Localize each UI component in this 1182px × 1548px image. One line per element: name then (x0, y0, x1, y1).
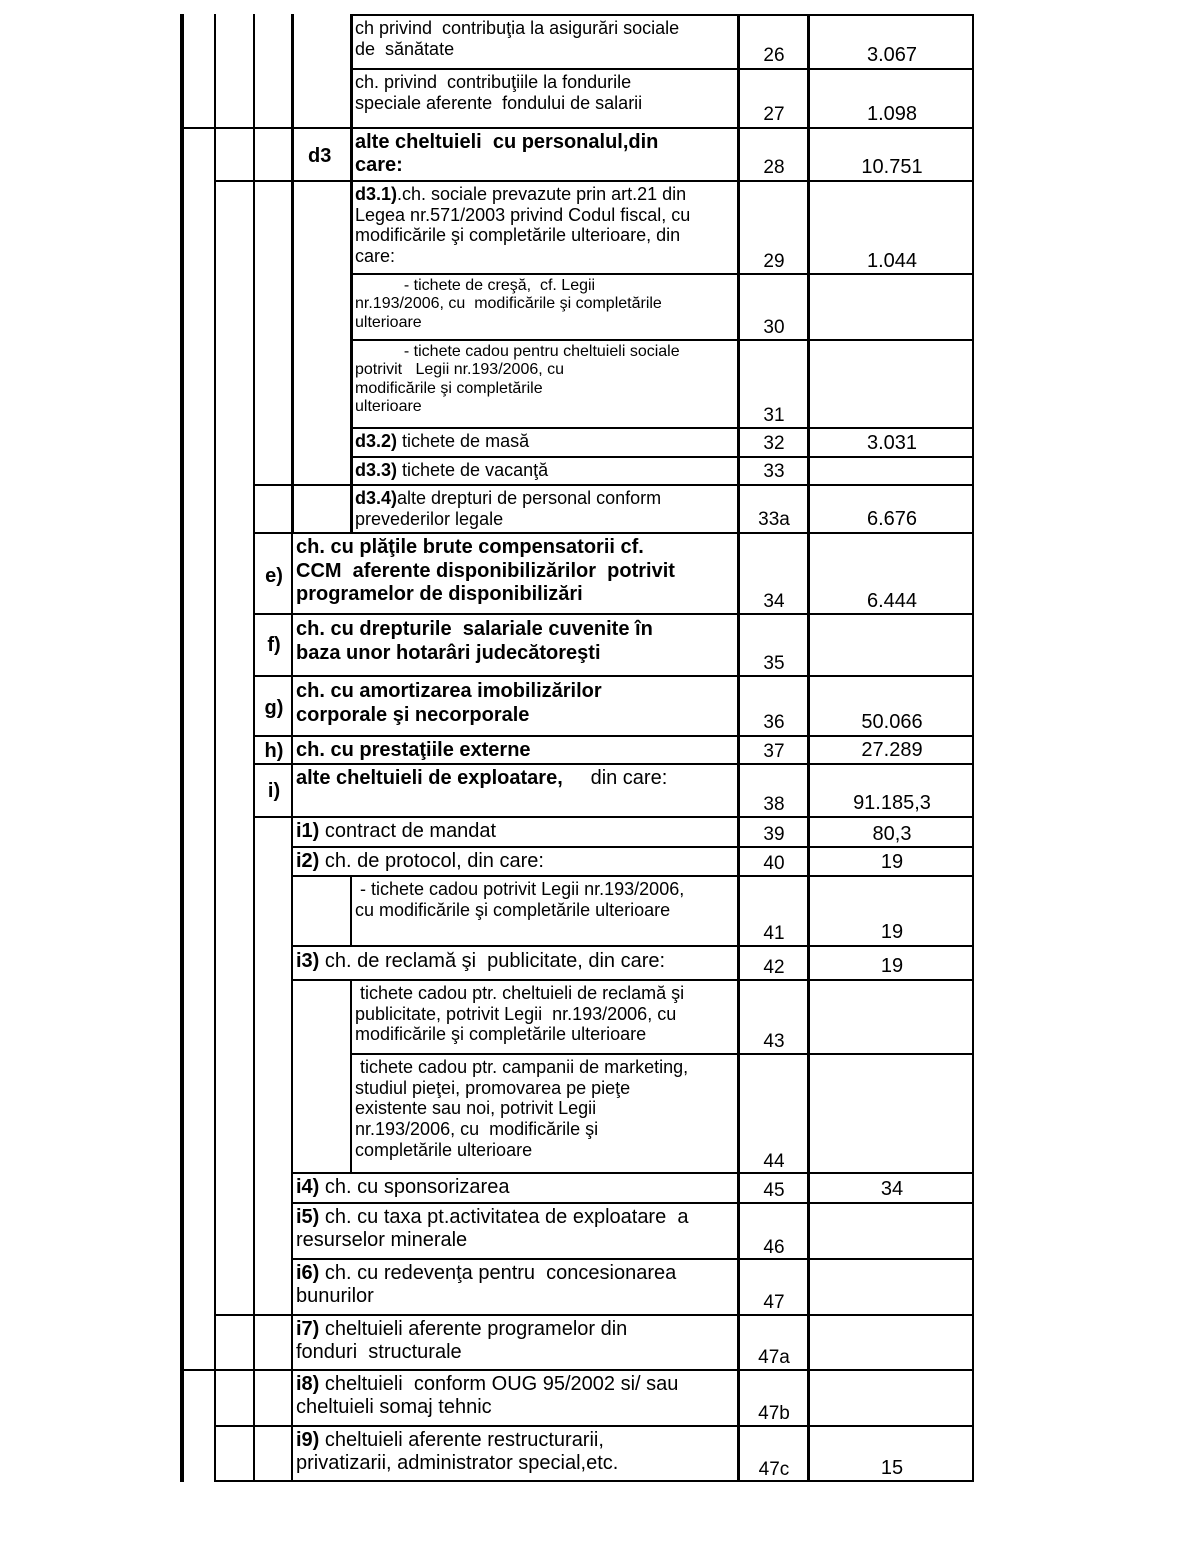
row-code: 47c (758, 1459, 790, 1480)
row-label: d3.1) (355, 184, 398, 204)
row-description: tichete cadou ptr. campanii de marketing, studiul pieţei, promovarea pe pieţe existente sau noi, potrivit Legii nr.193/2006, cu modificările şi completările ulterioare (355, 1057, 689, 1160)
row-value: 3.067 (866, 44, 918, 66)
row-value: 15 (880, 1457, 904, 1479)
row-label: h) (264, 740, 284, 762)
row-description: tichete cadou ptr. cheltuieli de reclamă şi publicitate, potrivit Legii nr.193/2006, cu modificările şi completările ulterioare (355, 983, 685, 1045)
row-label: d3.2) (355, 431, 398, 451)
row-description: i7) cheltuieli aferente programelor din fonduri structurale (296, 1318, 628, 1363)
row-code: 35 (763, 653, 785, 674)
row-divider (291, 979, 974, 981)
row-divider (253, 675, 974, 677)
row-value: 6.444 (866, 590, 918, 612)
row-code: 42 (763, 957, 785, 978)
row-value: 91.185,3 (853, 792, 931, 814)
row-value: 1.098 (866, 103, 918, 125)
row-description: i4) ch. cu sponsorizarea (296, 1176, 510, 1198)
row-divider (350, 339, 974, 341)
row-label: i2) (296, 850, 320, 872)
row-label: i5) (296, 1206, 320, 1228)
row-value: 19 (880, 955, 904, 977)
row-code: 43 (763, 1031, 785, 1052)
column-border (350, 980, 352, 1172)
column-border (214, 14, 216, 1482)
row-description: d3.1).ch. sociale prevazute prin art.21 din Legea nr.571/2003 privind Codul fiscal, cu modificările şi completările ulterioare, din care: (355, 184, 691, 267)
row-divider (291, 1172, 974, 1174)
row-description: ch. cu plăţile brute compensatorii cf. CCM aferente disponibilizărilor potrivit programelor de disponibilizări (296, 536, 675, 606)
row-code: 46 (763, 1237, 785, 1258)
row-code: 30 (763, 317, 785, 338)
row-code: 33a (758, 509, 790, 530)
row-label: f) (267, 634, 281, 656)
row-divider (350, 273, 974, 275)
row-code: 31 (763, 405, 785, 426)
table-bottom-border (214, 1480, 974, 1482)
row-code: 34 (763, 591, 785, 612)
row-description: ch. cu prestaţiile externe (296, 739, 531, 761)
row-divider (291, 1258, 974, 1260)
row-divider (350, 68, 974, 70)
row-divider (253, 816, 974, 818)
row-value: 6.676 (866, 508, 918, 530)
row-label: i6) (296, 1262, 320, 1284)
row-label: i) (267, 780, 281, 802)
row-label: i3) (296, 950, 320, 972)
row-code: 40 (763, 853, 785, 874)
row-value: 80,3 (872, 823, 912, 845)
row-divider (253, 532, 974, 534)
row-divider (253, 735, 974, 737)
row-divider (253, 484, 974, 486)
row-description: alte cheltuieli de exploatare, din care: (296, 767, 668, 789)
row-label: d3.3) (355, 460, 398, 480)
row-description: ch. cu drepturile salariale cuvenite în baza unor hotarâri judecătoreşti (296, 618, 653, 664)
row-divider (214, 180, 974, 182)
row-divider (350, 456, 974, 458)
row-description: i3) ch. de reclamă şi publicitate, din care: (296, 950, 666, 972)
row-value: 10.751 (861, 156, 923, 178)
row-code: 27 (763, 104, 785, 125)
row-label: g) (264, 697, 284, 719)
row-code: 39 (763, 824, 785, 845)
row-description: i5) ch. cu taxa pt.activitatea de exploatare a resurselor minerale (296, 1206, 689, 1251)
row-divider (291, 1202, 974, 1204)
row-divider (291, 846, 974, 848)
row-code: 29 (763, 251, 785, 272)
row-divider (214, 1314, 974, 1316)
row-code: 36 (763, 712, 785, 733)
row-code: 47b (758, 1403, 790, 1424)
row-label: i9) (296, 1429, 320, 1451)
row-label: i4) (296, 1176, 320, 1198)
row-value: 19 (880, 851, 904, 873)
row-divider (180, 1369, 974, 1371)
row-description: ch privind contribuţia la asigurări sociale de sănătate (355, 18, 680, 59)
row-code: 47a (758, 1347, 790, 1368)
row-label: i1) (296, 820, 320, 842)
row-value: 19 (880, 921, 904, 943)
row-label: d3.4) (355, 488, 398, 508)
column-border (350, 876, 352, 946)
row-description: d3.4)alte drepturi de personal conform prevederilor legale (355, 488, 662, 529)
row-divider (350, 427, 974, 429)
row-label: i7) (296, 1318, 320, 1340)
row-description: i6) ch. cu redevenţa pentru concesionarea bunurilor (296, 1262, 677, 1307)
row-description: i8) cheltuieli conform OUG 95/2002 si/ sau cheltuieli somaj tehnic (296, 1373, 679, 1418)
row-label: e) (265, 565, 283, 587)
row-divider (350, 14, 974, 16)
row-code: 45 (763, 1180, 785, 1201)
row-value: 50.066 (861, 711, 923, 733)
row-divider (180, 127, 974, 129)
row-label: d3 (308, 145, 332, 167)
row-label: i8) (296, 1373, 320, 1395)
row-description: i2) ch. de protocol, din care: (296, 850, 544, 872)
row-code: 47 (763, 1292, 785, 1313)
row-divider (350, 1053, 974, 1055)
row-value: 1.044 (866, 250, 918, 272)
row-description: - tichete cadou potrivit Legii nr.193/2006, cu modificările şi completările ulterioare (355, 879, 685, 920)
row-description: i9) cheltuieli aferente restructurarii, privatizarii, administrator special,etc. (296, 1429, 619, 1474)
row-code: 38 (763, 794, 785, 815)
row-divider (253, 613, 974, 615)
row-divider (291, 875, 974, 877)
row-code: 44 (763, 1151, 785, 1172)
row-value: 27.289 (861, 739, 923, 761)
row-description: d3.2) tichete de masă (355, 431, 530, 451)
row-code: 41 (763, 923, 785, 944)
row-description: alte cheltuieli cu personalul,din care: (355, 131, 659, 176)
row-divider (253, 763, 974, 765)
row-description: i1) contract de mandat (296, 820, 497, 842)
row-description: ch. privind contribuţiile la fondurile speciale aferente fondului de salarii (355, 72, 643, 113)
row-value: 3.031 (866, 432, 918, 454)
row-description: d3.3) tichete de vacanţă (355, 460, 549, 480)
row-divider (214, 1425, 974, 1427)
row-code: 37 (763, 741, 785, 762)
row-value: 34 (880, 1178, 904, 1200)
column-border (291, 14, 294, 534)
row-code: 26 (763, 45, 785, 66)
row-code: 32 (763, 433, 785, 454)
row-code: 33 (763, 461, 785, 482)
outer-border-left (180, 14, 184, 1482)
row-description: - tichete cadou pentru cheltuieli sociale potrivit Legii nr.193/2006, cu modificările şi completările ulterioare (355, 343, 680, 416)
row-description: - tichete de creşă, cf. Legii nr.193/2006, cu modificările şi completările ulterioare (355, 277, 662, 331)
row-divider (291, 945, 974, 947)
row-description: ch. cu amortizarea imobilizărilor corporale şi necorporale (296, 680, 602, 726)
row-code: 28 (763, 157, 785, 178)
